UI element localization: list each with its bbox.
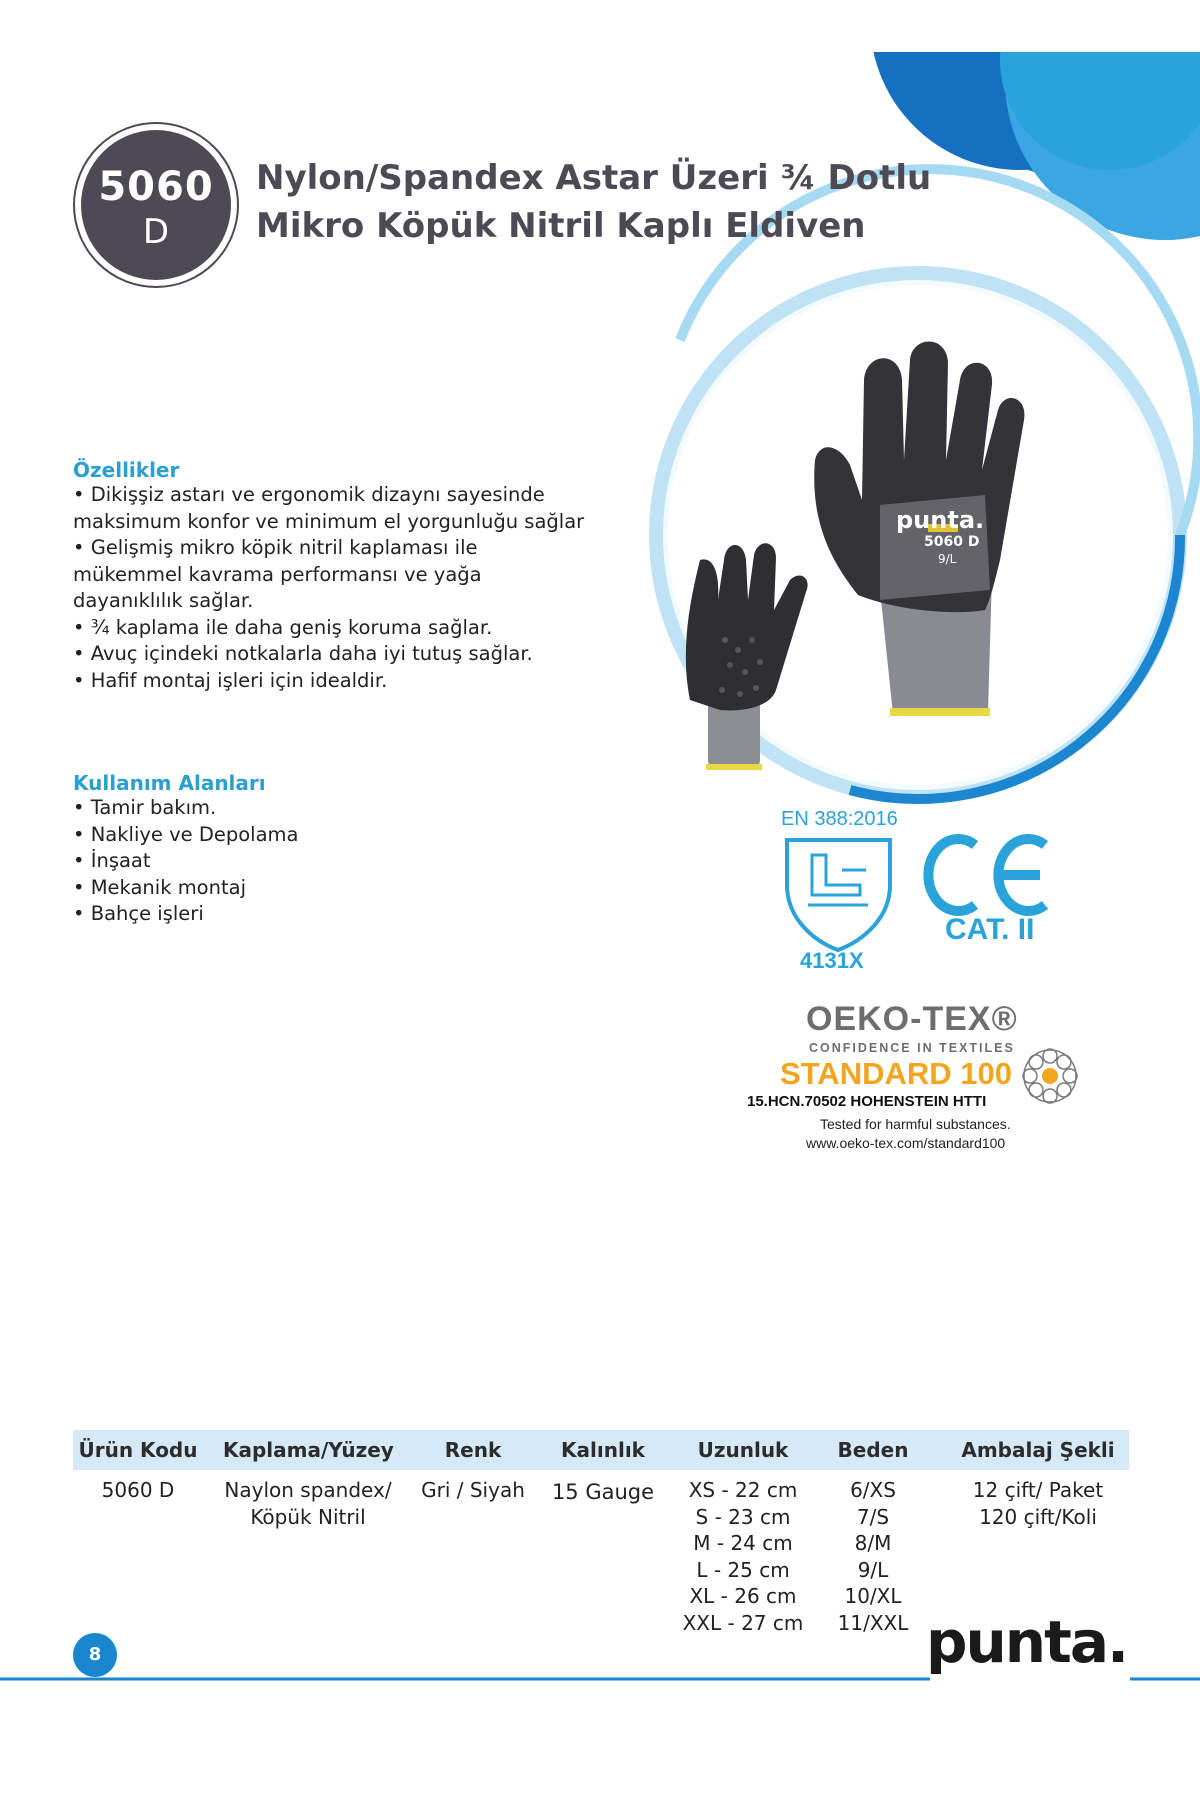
product-code-badge — [73, 122, 239, 288]
features-title: Özellikler — [73, 458, 180, 482]
feature-line: • Avuç içindeki notkalarla daha iyi tutuş sağlar. — [73, 641, 633, 668]
product-title — [256, 154, 931, 250]
glove-label-size: 9/L — [938, 552, 957, 566]
feature-line: maksimum konfor ve minimum el yorgunluğu sağlar — [73, 509, 585, 533]
feature-line: • Hafif montaj işleri için idealdir. — [73, 668, 633, 695]
oeko-tex-standard: STANDARD 100 — [780, 1056, 1012, 1091]
brand-logo: punta. — [926, 1608, 1127, 1676]
cell-size: 10/XL — [844, 1584, 902, 1608]
header-thickness: Kalınlık — [561, 1438, 645, 1462]
header-color: Renk — [444, 1438, 502, 1462]
header-packaging: Ambalaj Şekli — [961, 1438, 1115, 1462]
cell-coating-line: Naylon spandex/ — [224, 1478, 392, 1502]
cell-packaging — [953, 1477, 1123, 1530]
cell-sizes — [813, 1477, 933, 1636]
features-list — [73, 482, 633, 694]
cell-length: L - 25 cm — [696, 1557, 790, 1582]
spec-table-header — [73, 1430, 1129, 1470]
usage-item: • İnşaat — [73, 848, 298, 875]
ce-category: CAT. II — [945, 913, 1035, 946]
cell-thickness: 15 Gauge — [551, 1480, 655, 1504]
usage-item: • Tamir bakım. — [73, 795, 298, 822]
en388-label: EN 388:2016 — [781, 808, 898, 830]
cell-length: XS - 22 cm — [688, 1478, 798, 1502]
cell-size: 11/XXL — [837, 1610, 909, 1635]
usage-list — [73, 795, 298, 928]
cell-coating — [223, 1477, 393, 1530]
glove-photo — [656, 169, 1198, 799]
product-title-line2: Mikro Köpük Nitril Kaplı Eldiven — [256, 206, 866, 246]
cell-size: 6/XS — [850, 1478, 896, 1502]
en388-shield-icon — [787, 840, 890, 950]
en388-code: 4131X — [800, 948, 864, 973]
usage-title: Kullanım Alanları — [73, 771, 266, 795]
header-length: Uzunluk — [697, 1438, 789, 1462]
usage-item: • Nakliye ve Depolama — [73, 822, 298, 849]
oeko-tex-name: OEKO-TEX® — [806, 1000, 1018, 1038]
cell-packaging-line: 120 çift/Koli — [979, 1504, 1097, 1529]
header-coating: Kaplama/Yüzey — [223, 1438, 394, 1462]
cell-product-code: 5060 D — [101, 1478, 175, 1502]
product-title-line1: Nylon/Spandex Astar Üzeri ¾ Dotlu — [256, 158, 932, 198]
cell-length: XL - 26 cm — [689, 1584, 797, 1608]
product-code-number: 5060 — [98, 164, 214, 210]
header-product-code: Ürün Kodu — [78, 1438, 198, 1462]
cell-lengths — [673, 1477, 813, 1636]
cell-length: XXL - 27 cm — [682, 1610, 804, 1635]
feature-line: dayanıklılık sağlar. — [73, 589, 254, 612]
feature-line: mükemmel kavrama performansı ve yağa — [73, 562, 482, 586]
cell-packaging-line: 12 çift/ Paket — [972, 1478, 1104, 1502]
ce-mark-text — [0, 0, 1, 1]
feature-line: • Dikişşiz astarı ve ergonomik dizaynı sayesinde — [73, 482, 633, 509]
feature-line: • Gelişmiş mikro köpik nitril kaplaması ile — [73, 535, 633, 562]
page-number: 8 — [73, 1633, 117, 1677]
header-size: Beden — [837, 1438, 909, 1462]
feature-line: • ¾ kaplama ile daha geniş koruma sağlar. — [73, 615, 633, 642]
oeko-tex-flower-icon — [1023, 1049, 1077, 1103]
cell-size: 8/M — [854, 1531, 892, 1555]
cell-color: Gri / Siyah — [421, 1478, 525, 1502]
cell-coating-line: Köpük Nitril — [250, 1504, 366, 1529]
cell-length: S - 23 cm — [695, 1504, 791, 1529]
oeko-tex-confidence: CONFIDENCE IN TEXTILES — [809, 1041, 1015, 1055]
oeko-tex-tested: Tested for harmful substances. — [820, 1116, 1011, 1132]
oeko-tex-hcn: 15.HCN.70502 HOHENSTEIN HTTI — [747, 1093, 987, 1110]
cell-size: 9/L — [857, 1557, 889, 1582]
cell-size: 7/S — [856, 1504, 890, 1529]
usage-item: • Mekanik montaj — [73, 875, 298, 902]
cell-length: M - 24 cm — [693, 1531, 793, 1555]
usage-item: • Bahçe işleri — [73, 901, 298, 928]
ce-mark-icon — [928, 839, 1045, 911]
oeko-tex-web: www.oeko-tex.com/standard100 — [806, 1135, 1006, 1151]
product-code-badge-inner — [81, 130, 231, 280]
glove-label-brand: punta. — [896, 506, 985, 534]
glove-label-model: 5060 D — [924, 534, 980, 550]
product-code-letter: D — [142, 212, 170, 252]
